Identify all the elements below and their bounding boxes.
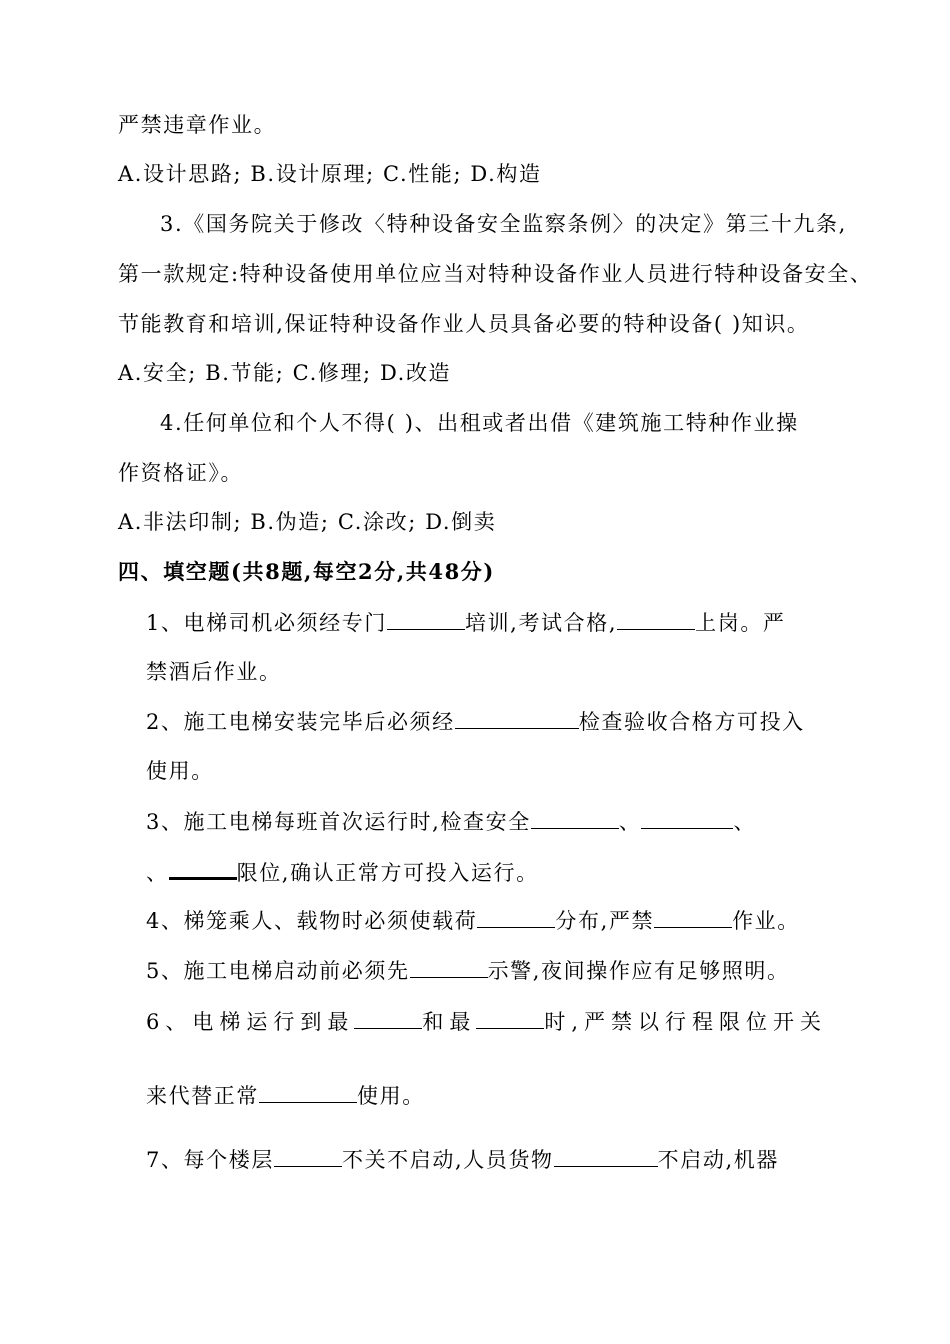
fill-item-3 [146, 806, 756, 837]
fill-item-6-text-b: 和最 [422, 1010, 477, 1034]
fill-item-7-text-b: 不关不启动,人员货物 [341, 1148, 554, 1172]
answer-blank[interactable] [387, 607, 465, 630]
answer-blank[interactable] [410, 955, 488, 978]
fill-item-1-text-b: 培训,考试合格, [464, 611, 618, 635]
q3-line1: 3.《国务院关于修改〈特种设备安全监察条例〉的决定》第三十九条, [160, 212, 847, 236]
answer-blank[interactable] [274, 1144, 342, 1167]
fill-item-1-text-a: 1、电梯司机必须经专门 [146, 611, 387, 635]
answer-blank[interactable] [654, 905, 732, 928]
fill-item-6-cont [146, 1080, 425, 1111]
q3-line2: 第一款规定:特种设备使用单位应当对特种设备作业人员进行特种设备安全、 [118, 262, 873, 286]
fill-item-4-text-b: 分布,严禁 [555, 909, 655, 933]
fill-item-3-sep-3: 、 [146, 861, 169, 885]
fill-item-6 [146, 1006, 827, 1037]
fill-item-6-text-c: 时,严禁以行程限位开关 [544, 1010, 828, 1034]
q4-line1: 4.任何单位和个人不得( )、出租或者出借《建筑施工特种作业操 [160, 411, 799, 435]
fill-item-5-text-a: 5、施工电梯启动前必须先 [146, 959, 410, 983]
q3-cont-options: A.设计思路; B.设计原理; C.性能; D.构造 [118, 162, 542, 186]
fill-item-2 [146, 706, 805, 737]
fill-item-6-text-a: 6、电梯运行到最 [146, 1010, 355, 1034]
fill-item-3-sep-2: 、 [733, 810, 757, 834]
q4-options: A.非法印制; B.伪造; C.涂改; D.倒卖 [118, 510, 497, 534]
answer-blank[interactable] [354, 1006, 422, 1029]
fill-item-3-text-e: 限位,确认正常方可投入运行。 [236, 861, 539, 885]
fill-item-1-cont: 禁酒后作业。 [146, 660, 282, 684]
fill-item-4-text-c: 作业。 [732, 909, 800, 933]
fill-item-3-cont [146, 855, 539, 888]
answer-blank[interactable] [476, 1006, 544, 1029]
fill-item-6-text-d: 来代替正常 [146, 1084, 259, 1108]
q3-cont-line: 严禁违章作业。 [118, 113, 277, 137]
fill-item-4 [146, 905, 800, 936]
fill-item-7 [146, 1144, 779, 1175]
fill-item-5 [146, 955, 790, 986]
fill-item-2-text-a: 2、施工电梯安装完毕后必须经 [146, 710, 455, 734]
answer-blank[interactable] [554, 1144, 658, 1167]
fill-item-1 [146, 607, 786, 638]
q3-line3: 节能教育和培训,保证特种设备作业人员具备必要的特种设备( )知识。 [118, 312, 810, 336]
q4-line2: 作资格证》。 [118, 461, 244, 485]
fill-item-7-text-a: 7、每个楼层 [146, 1148, 274, 1172]
q3-options: A.安全; B.节能; C.修理; D.改造 [118, 361, 452, 385]
answer-blank[interactable] [617, 607, 695, 630]
answer-blank[interactable] [169, 855, 237, 880]
fill-item-2-text-b: 检查验收合格方可投入 [578, 710, 805, 734]
fill-item-4-text-a: 4、梯笼乘人、载物时必须使载荷 [146, 909, 478, 933]
answer-blank[interactable] [259, 1080, 357, 1103]
fill-item-5-text-b: 示警,夜间操作应有足够照明。 [487, 959, 790, 983]
answer-blank[interactable] [455, 706, 579, 729]
fill-item-3-sep-1: 、 [618, 810, 642, 834]
answer-blank[interactable] [477, 905, 555, 928]
answer-blank[interactable] [531, 806, 619, 829]
fill-item-2-cont: 使用。 [146, 759, 214, 783]
section-heading: 四、填空题(共8题,每空2分,共48分) [118, 559, 495, 584]
fill-item-7-text-c: 不启动,机器 [657, 1148, 779, 1172]
fill-item-1-text-c: 上岗。严 [695, 611, 786, 635]
fill-item-3-text-a: 3、施工电梯每班首次运行时,检查安全 [146, 810, 531, 834]
fill-item-6-text-e: 使用。 [357, 1084, 425, 1108]
answer-blank[interactable] [641, 806, 733, 829]
